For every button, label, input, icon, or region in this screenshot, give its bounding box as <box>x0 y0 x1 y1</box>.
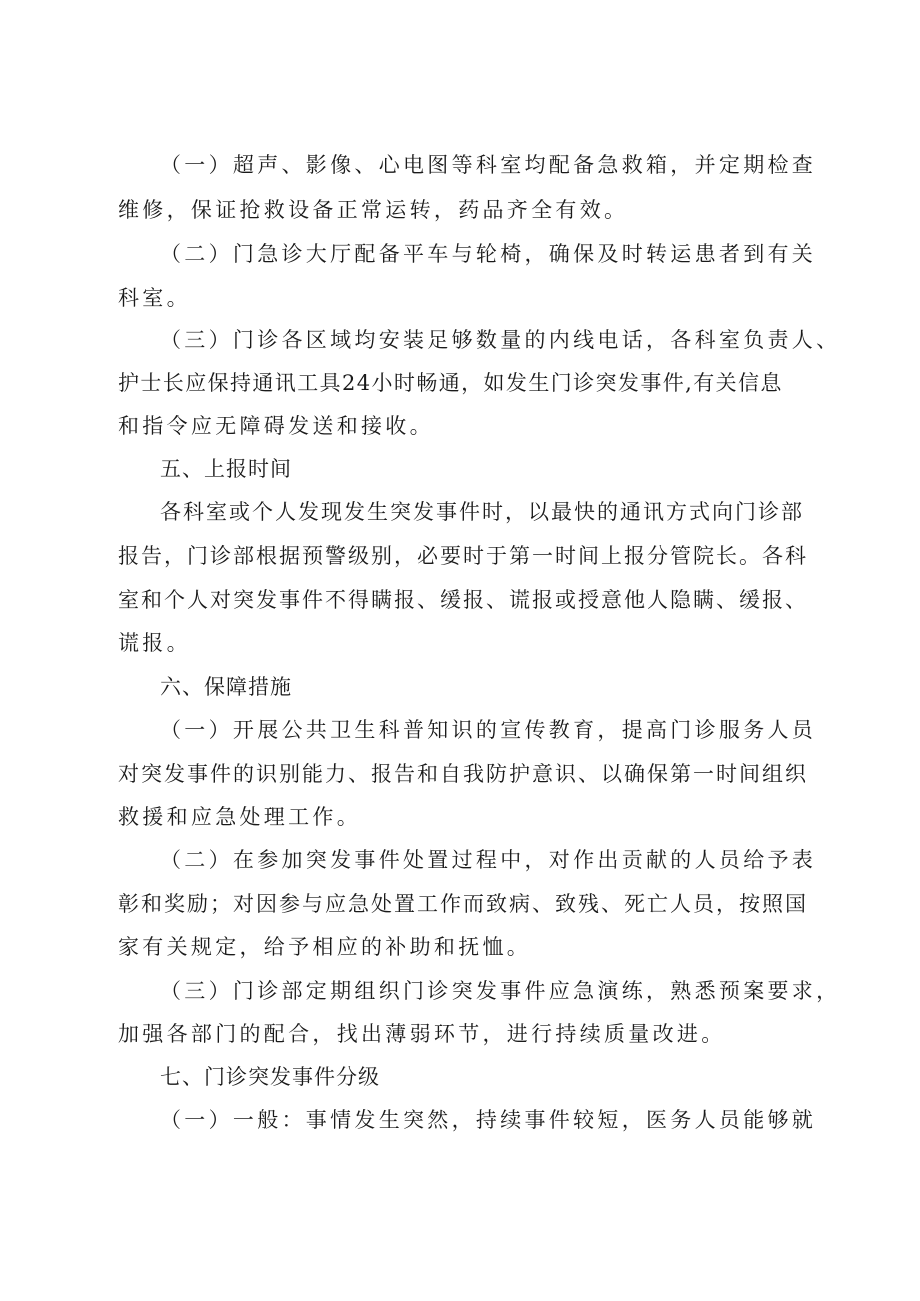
paragraph-line: 维修，保证抢救设备正常运转，药品齐全有效。 <box>118 198 629 222</box>
paragraph-line: （三）门诊部定期组织门诊突发事件应急演练，熟悉预案要求， <box>160 979 841 1003</box>
paragraph-line: （三）门诊各区域均安装足够数量的内线电话，各科室负责人、 <box>160 328 841 352</box>
paragraph-line: 救援和应急处理工作。 <box>118 805 361 829</box>
paragraph-line: 对突发事件的识别能力、报告和自我防护意识、以确保第一时间组织 <box>118 762 808 786</box>
paragraph-line: （一）一般：事情发生突然，持续事件较短，医务人员能够就 <box>160 1108 817 1132</box>
paragraph-line: 彰和奖励；对因参与应急处置工作而致病、致残、死亡人员，按照国 <box>118 892 808 916</box>
paragraph-line: （二）在参加突发事件处置过程中，对作出贡献的人员给予表 <box>160 848 817 872</box>
paragraph-line: 和指令应无障碍发送和接收。 <box>118 414 434 438</box>
paragraph-line: （一）开展公共卫生科普知识的宣传教育，提高门诊服务人员 <box>160 718 817 742</box>
section-heading: 七、门诊突发事件分级 <box>160 1065 380 1089</box>
section-heading: 六、保障措施 <box>160 675 292 699</box>
paragraph-line: 科室。 <box>118 286 191 310</box>
paragraph-line: 家有关规定，给予相应的补助和抚恤。 <box>118 935 532 959</box>
paragraph-line: 报告，门诊部根据预警级别，必要时于第一时间上报分管院长。各科 <box>118 544 808 568</box>
paragraph-line: 各科室或个人发现发生突发事件时，以最快的通讯方式向门诊部 <box>160 500 804 524</box>
paragraph-line: 加强各部门的配合，找出薄弱环节，进行持续质量改进。 <box>118 1022 726 1046</box>
paragraph-line: 谎报。 <box>118 631 191 655</box>
paragraph-line: （一）超声、影像、心电图等科室均配备急救箱，并定期检查 <box>160 153 817 177</box>
paragraph-line: （二）门急诊大厅配备平车与轮椅，确保及时转运患者到有关 <box>160 242 817 266</box>
section-heading: 五、上报时间 <box>160 457 292 481</box>
paragraph-line: 室和个人对突发事件不得瞒报、缓报、谎报或授意他人隐瞒、缓报、 <box>118 588 808 612</box>
paragraph-line: 护士长应保持通讯工具24小时畅通，如发生门诊突发事件,有关信息 <box>118 371 783 395</box>
